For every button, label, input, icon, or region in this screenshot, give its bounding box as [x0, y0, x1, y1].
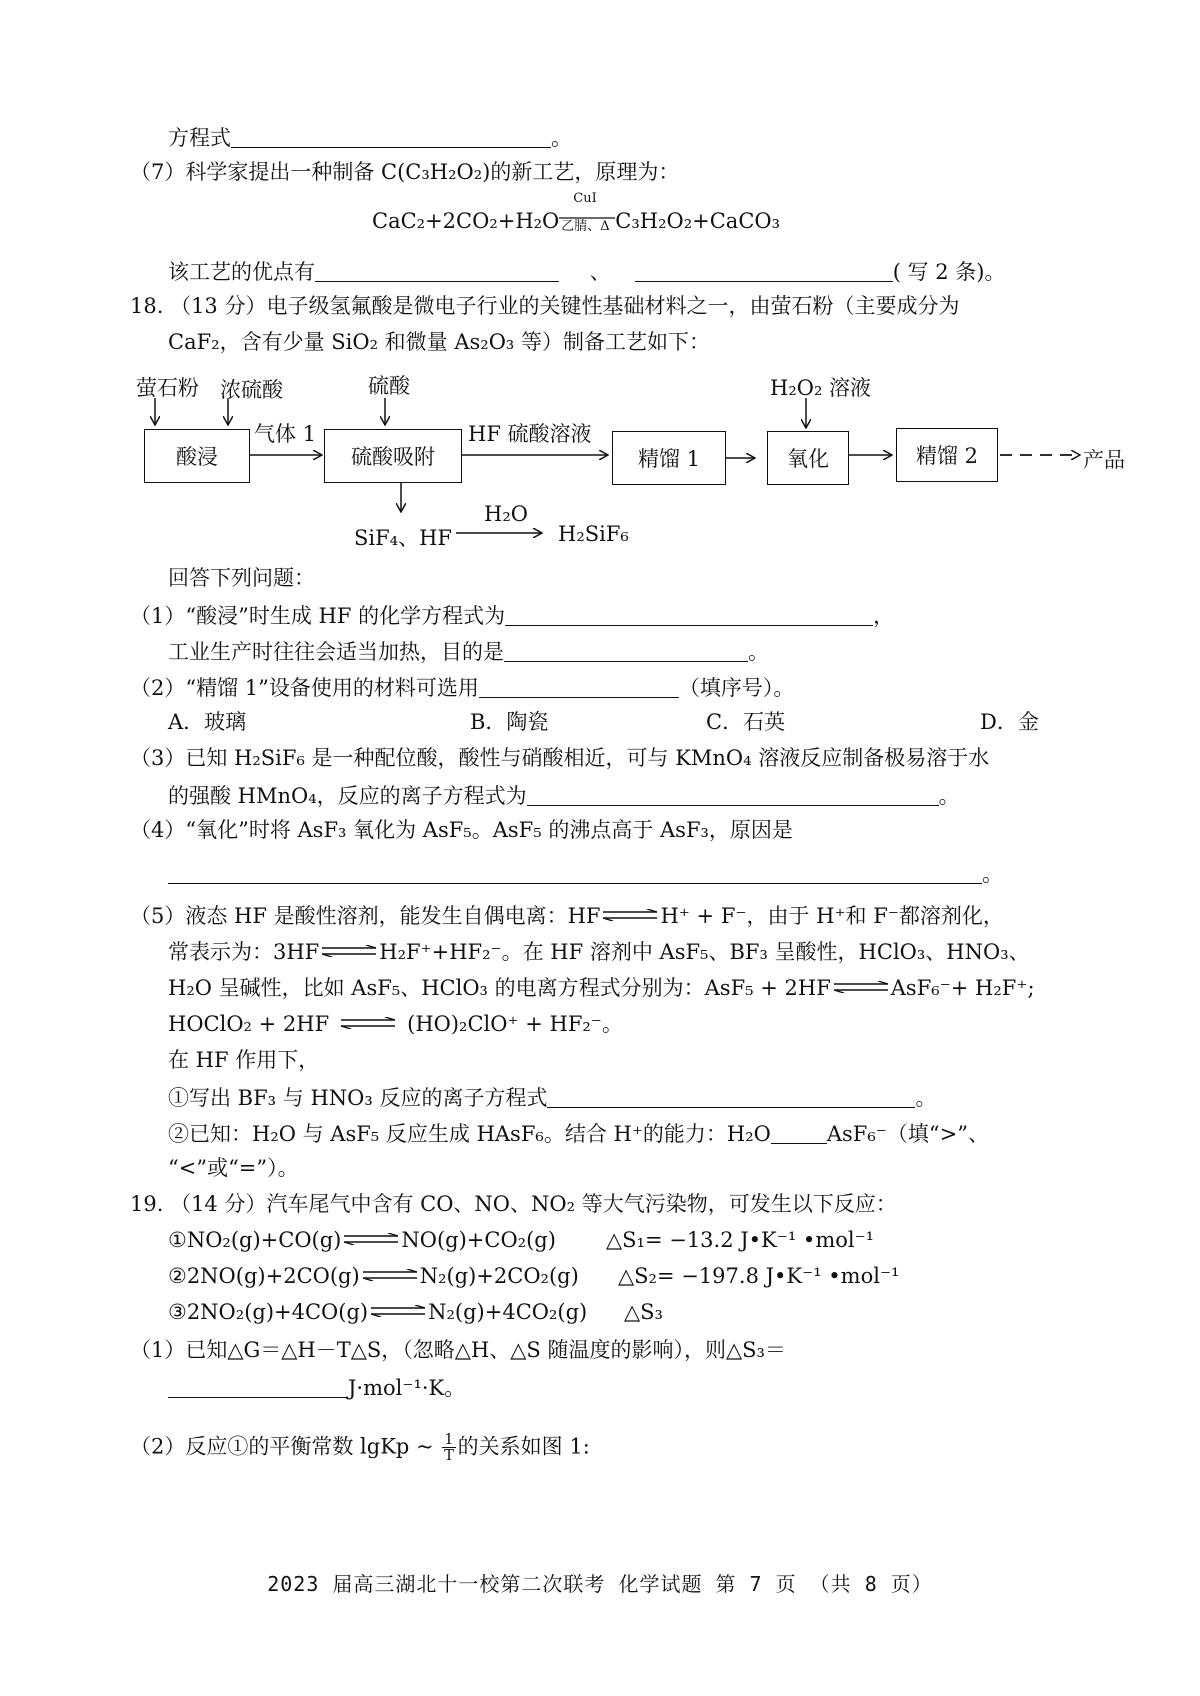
label-gas-1: 气体 1	[254, 422, 317, 446]
equilibrium-arrow-icon	[361, 1269, 419, 1281]
entropy-3: △S₃	[624, 1300, 663, 1324]
answer-blank[interactable]	[168, 1376, 348, 1398]
step-acid-adsorption: 硫酸吸附	[324, 429, 462, 483]
q19-part-1b: J·mol⁻¹·K。	[168, 1376, 465, 1399]
q18-part-5-line6: ①写出 BF₃ 与 HNO₃ 反应的离子方程式 。	[168, 1086, 937, 1110]
q18-part-5-line8: “<”或“=”）。	[168, 1156, 299, 1180]
reaction-3: ③2NO₂(g)+4CO(g) N₂(g)+4CO₂(g)	[168, 1300, 588, 1324]
option-d[interactable]: D．金	[980, 710, 1039, 734]
page-footer: 2023 届高三湖北十一校第二次联考 化学试题 第 7 页 （共 8 页）	[267, 1572, 933, 1596]
q18-part-2: （2）“精馏 1”设备使用的材料可选用 （填序号）。	[130, 676, 795, 700]
q18-part-5-line4: HOClO₂ + 2HF (HO)₂ClO⁺ + HF₂⁻。	[168, 1012, 623, 1036]
answer-blank[interactable]	[479, 676, 679, 698]
label-product: 产品	[1083, 448, 1125, 472]
question-17-7-intro: （7）科学家提出一种制备 C(C₃H₂O₂)的新工艺，原理为：	[130, 160, 680, 184]
answer-blank[interactable]	[168, 862, 982, 884]
label-sif4-hf: SiF₄、HF	[354, 526, 452, 550]
condition-catalyst: CuI	[573, 191, 597, 206]
answer-blank[interactable]	[547, 1086, 915, 1108]
chemical-equation: CaC₂+2CO₂+H₂O CuI 乙腈、Δ C₃H₂O₂+CaCO₃	[372, 191, 781, 234]
option-a[interactable]: A．玻璃	[168, 710, 247, 734]
q18-part-1a: （1）“酸浸”时生成 HF 的化学方程式为 ，	[130, 604, 895, 628]
question-19-head: 19. （14 分）汽车尾气中含有 CO、NO、NO₂ 等大气污染物，可发生以下反应：	[130, 1192, 897, 1216]
option-b[interactable]: B．陶瓷	[470, 710, 549, 734]
input-fluorite-powder: 萤石粉	[136, 376, 199, 400]
answer-blank[interactable]	[527, 784, 939, 806]
answer-line-advantages: 该工艺的优点有 、 ( 写 2 条)。	[168, 260, 1006, 284]
q18-part-5-line2: 常表示为：3HF H₂F⁺+HF₂⁻。在 HF 溶剂中 AsF₅、BF₃ 呈酸性，HClO₃、HNO₃、	[168, 940, 1030, 964]
answer-blank[interactable]	[504, 640, 748, 662]
q18-part-4: （4）“氧化”时将 AsF₃ 氧化为 AsF₅。AsF₅ 的沸点高于 AsF₃，原因是	[130, 818, 793, 842]
step-acid-leaching: 酸浸	[144, 429, 250, 483]
reaction-2: ②2NO(g)+2CO(g) N₂(g)+2CO₂(g)	[168, 1264, 579, 1288]
q18-part-4-answer: 。	[168, 862, 1003, 885]
q19-part-2: （2）反应①的平衡常数 lgKp ~ $\frac{1}{T}$ 的关系如图 1:	[130, 1431, 590, 1465]
step-distillation-1: 精馏 1	[612, 431, 726, 485]
input-conc-sulfuric-acid: 浓硫酸	[220, 378, 283, 402]
step-distillation-2: 精馏 2	[896, 428, 998, 482]
label-hf-sulfuric-solution: HF 硫酸溶液	[468, 422, 592, 446]
condition-solvent: 乙腈、Δ	[561, 219, 610, 234]
q19-part-1a: （1）已知△G＝△H－T△S，（忽略△H、△S 随温度的影响），则△S₃＝	[130, 1338, 786, 1362]
answer-prompt: 回答下列问题：	[168, 566, 315, 590]
answer-blank[interactable]	[505, 604, 873, 626]
entropy-2: △S₂= −197.8 J•K⁻¹ •mol⁻¹	[618, 1264, 900, 1288]
option-c[interactable]: C．石英	[706, 710, 786, 734]
equilibrium-arrow-icon	[320, 945, 378, 957]
input-sulfuric-acid: 硫酸	[368, 374, 410, 398]
answer-blank[interactable]	[771, 1122, 827, 1144]
equilibrium-arrow-icon	[342, 1233, 400, 1245]
equilibrium-arrow-icon	[369, 1305, 427, 1317]
entropy-1: △S₁= −13.2 J•K⁻¹ •mol⁻¹	[606, 1228, 875, 1252]
label-water: H₂O	[484, 502, 528, 526]
q18-part-5-line7: ②已知：H₂O 与 AsF₅ 反应生成 HAsF₆。结合 H⁺的能力：H₂O AsF₆⁻（填“>”、	[168, 1122, 989, 1146]
label-h2sif6: H₂SiF₆	[558, 522, 629, 546]
q18-part-5-line1: （5）液态 HF 是酸性溶剂，能发生自偶电离：HF H⁺ + F⁻，由于 H⁺和 F⁻都溶剂化，	[130, 904, 1004, 928]
equilibrium-arrow-icon	[601, 909, 659, 921]
equilibrium-arrow-icon	[832, 981, 890, 993]
q18-part-5-line3: H₂O 呈碱性，比如 AsF₅、HClO₃ 的电离方程式分别为：AsF₅ + 2HF AsF₆⁻+ H₂F⁺;	[168, 976, 1035, 1000]
q18-part-1b: 工业生产时往往会适当加热，目的是 。	[168, 640, 769, 664]
question-18-head-2: CaF₂，含有少量 SiO₂ 和微量 As₂O₃ 等）制备工艺如下：	[168, 330, 711, 354]
equilibrium-arrow-icon	[339, 1017, 397, 1029]
q18-part-5-line5: 在 HF 作用下，	[168, 1048, 320, 1072]
fraction-1-over-t: $\frac{1}{T}$	[444, 1431, 454, 1465]
q18-part-3b: 的强酸 HMnO₄，反应的离子方程式为 。	[168, 784, 960, 808]
input-h2o2-solution: H₂O₂ 溶液	[770, 376, 872, 400]
answer-line-equation: 方程式 。	[168, 126, 572, 150]
reaction-1: ①NO₂(g)+CO(g) NO(g)+CO₂(g)	[168, 1228, 556, 1252]
q18-part-3a: （3）已知 H₂SiF₆ 是一种配位酸，酸性与硝酸相近，可与 KMnO₄ 溶液反应制备极易溶于水	[130, 746, 990, 770]
question-18-head: 18. （13 分）电子级氢氟酸是微电子行业的关键性基础材料之一，由萤石粉（主要成分为	[130, 294, 960, 318]
step-oxidation: 氧化	[767, 431, 849, 485]
